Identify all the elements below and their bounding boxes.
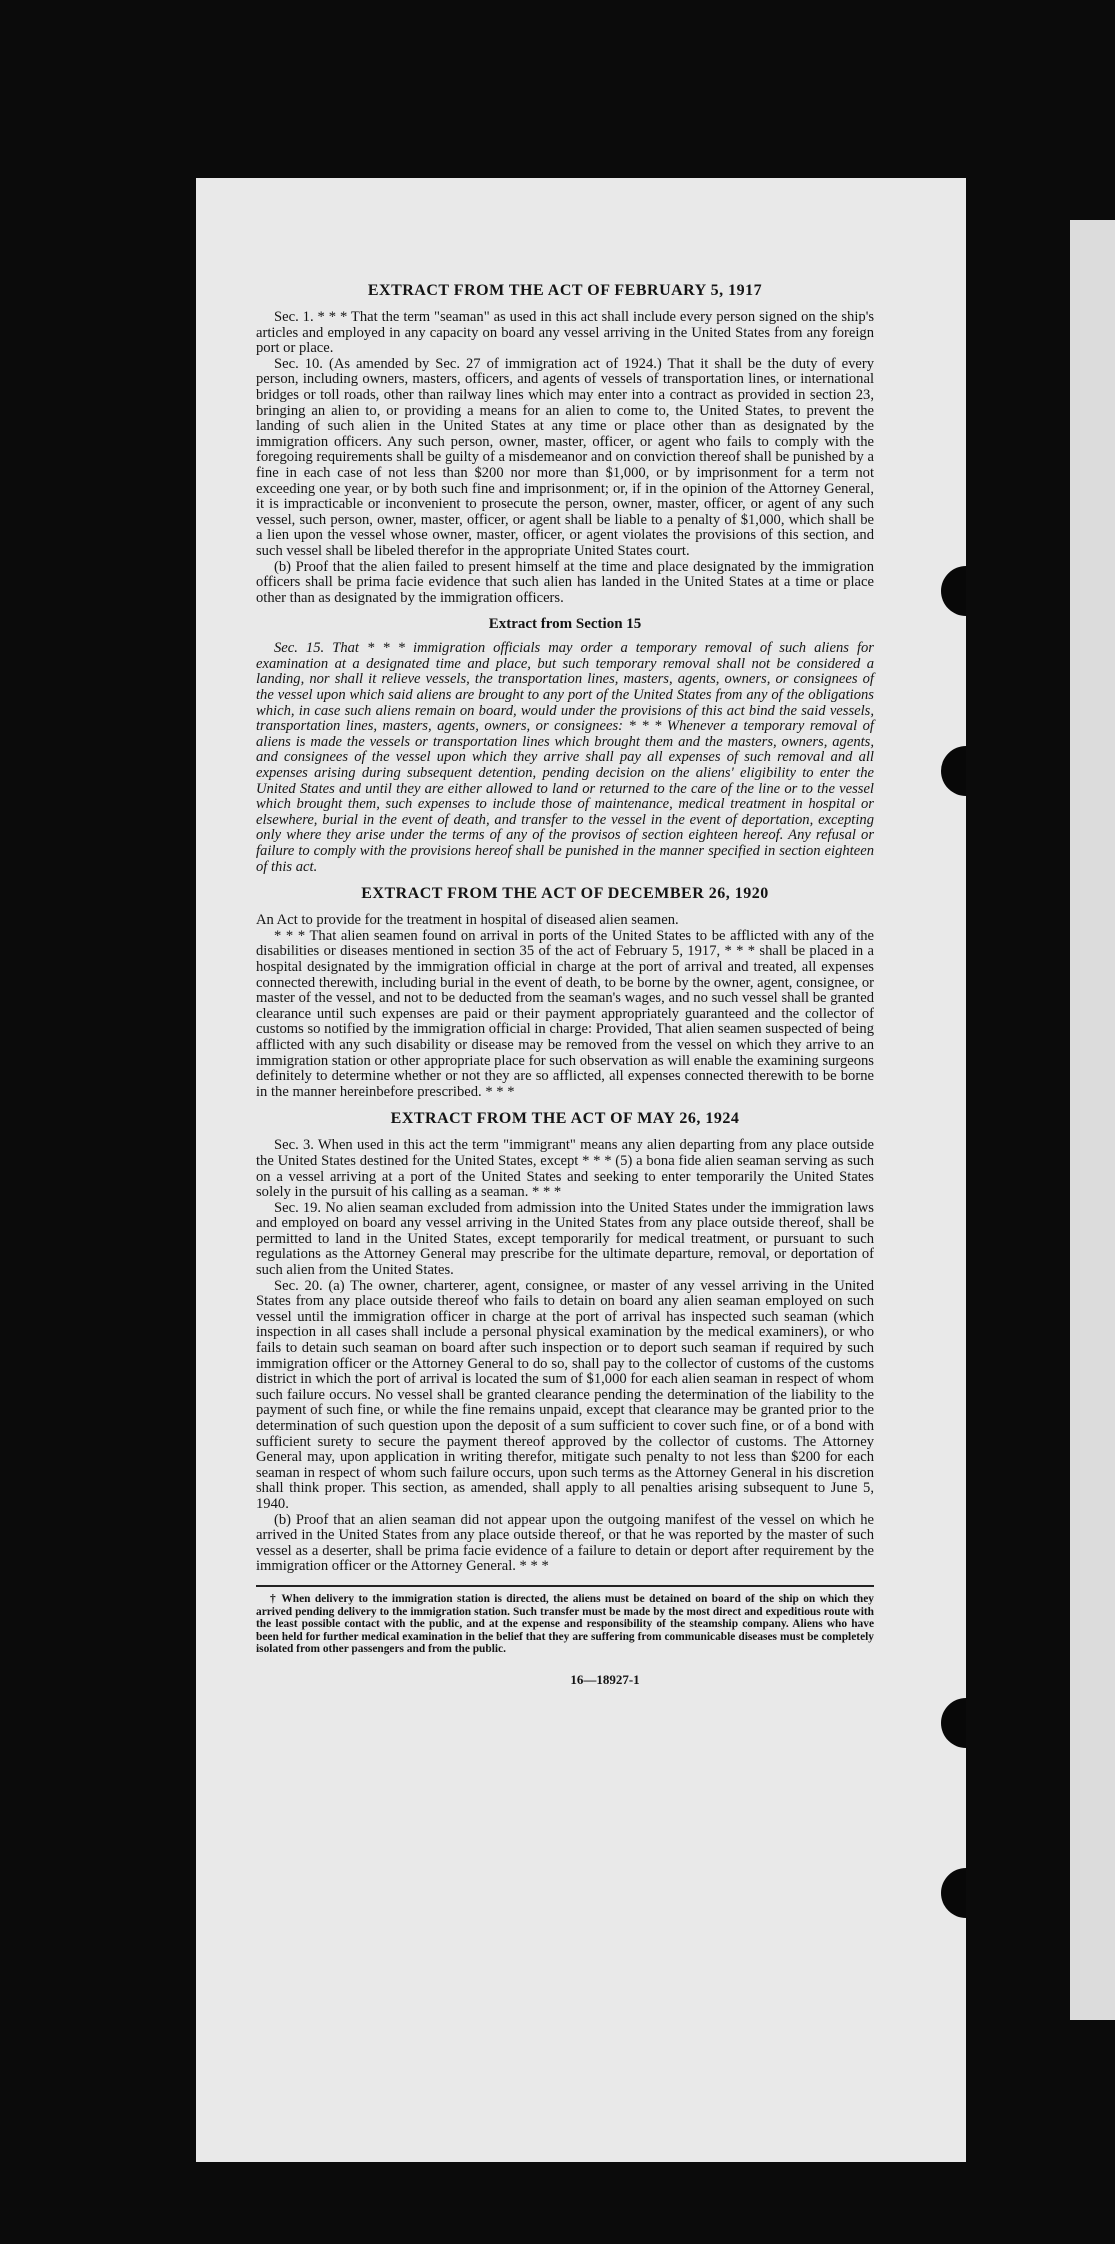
sec-10-paragraph: Sec. 10. (As amended by Sec. 27 of immigration act of 1924.) That it shall be the duty of every person, including owners, masters, officers, and agents of vessels of transportation lines, or international bridges or toll roads, other than railway lines which may enter into a contract as provided in section 23, bringing an alien to, or providing a means for an alien to come to, the United States, to prevent the landing of such alien in the United States at any time or place other than as designated by the immigration officers. Any such person, owner, master, officer, or agent who fails to comply with the foregoing requirements shall be guilty of a misdemeanor and on conviction thereof shall be punished by a fine in each case of not less than $200 nor more than $1,000, or by imprisonment for a term not exceeding one year, or by both such fine and imprisonment; or, if in the opinion of the Attorney General, it is impracticable or inconvenient to prosecute the person, owner, master, officer, or agent of any such vessel, such person, owner, master, officer, or agent shall be liable to a penalty of $1,000, which shall be a lien upon the vessel whose owner, master, officer, or agent violates the provisions of this section, and such vessel shall be libeled therefor in the appropriate United States court. <box>256 355 874 559</box>
act-1924-title: EXTRACT FROM THE ACT OF MAY 26, 1924 <box>390 1110 740 1128</box>
sec-10b-paragraph: (b) Proof that the alien failed to present himself at the time and place designated by the immigration officers shall be prima facie evidence that such alien has landed in the United States at a time or place other than as designated by the immigration officers. <box>256 558 874 606</box>
punch-hole <box>941 1698 966 1748</box>
footnote-text: † When delivery to the immigration station is directed, the aliens must be detained on board of the ship on which they arrived pending delivery to the immigration station. Such transfer must be made by the most direct and expeditious route with the least possible contact with the public, and at the expense and responsibility of the steamship company. Aliens who have been held for further medical examination in the belief that they are suffering from communicable diseases must be completely isolated from other passengers and from the public. <box>256 1592 874 1656</box>
punch-hole <box>941 746 966 796</box>
form-number: 16—18927-1 <box>570 1671 640 1687</box>
sec-15-paragraph: Sec. 15. That * * * immigration officials may order a temporary removal of such aliens for examination at a designated time and place, but such temporary removal shall not be considered a landing, nor shall it relieve vessels, the transportation lines, masters, agents, owners, or consignees of the vessel upon which said aliens are brought to any port of the United States from any of the obligations which, in case such aliens remain on board, would under the provisions of this act bind the said vessels, transportation lines, masters, agents, owners, or consignees: * * * Whenever a temporary removal of aliens is made the vessels or transportation lines which brought them and the masters, owners, agents, and consignees of the vessel upon which they arrive shall pay all expenses of such removal and all expenses arising during subsequent detention, pending decision on the aliens' eligibility to enter the United States and until they are either allowed to land or returned to the care of the line or to the vessel which brought them, such expenses to include those of maintenance, medical treatment in hospital or elsewhere, burial in the event of death, and transfer to the vessel in the event of deportation, excepting only where they arise under the terms of any of the provisos of section eighteen hereof. Any refusal or failure to comply with the provisions hereof shall be punished in the manner specified in section eighteen of this act. <box>256 640 874 875</box>
act-1917-section <box>256 282 874 606</box>
punch-hole <box>941 1868 966 1918</box>
sec-20b-paragraph: (b) Proof that an alien seaman did not appear upon the outgoing manifest of the vessel on which he arrived in the United States from any place outside thereof, or that he was reported by the master of such vessel as a deserter, shall be prima facie evidence of a failure to detain or deport after requirement by the immigration officer or the Attorney General. * * * <box>256 1511 874 1575</box>
sec-19-paragraph: Sec. 19. No alien seaman excluded from admission into the United States under the immigration laws and employed on board any vessel arriving in the United States from any place outside thereof, shall be permitted to land in the United States, except temporarily for medical treatment, or pursuant to such regulations as the Attorney General may prescribe for the ultimate departure, removal, or deportation of such alien from the United States. <box>256 1199 874 1279</box>
act-1917-title: EXTRACT FROM THE ACT OF FEBRUARY 5, 1917 <box>367 282 763 299</box>
footnote-divider <box>256 1585 874 1587</box>
act-1920-paragraph: * * * That alien seamen found on arrival in ports of the United States to be afflicted with any of the disabilities or diseases mentioned in section 35 of the act of February 5, 1917, * * * shall be placed in a hospital designated by the immigration official in charge at the port of arrival and treated, all expenses connected therewith, including burial in the event of death, to be borne by the owner, agent, consignee, or master of the vessel, and not to be deducted from the seaman's wages, and no such vessel shall be granted clearance until such expenses are paid or their payment appropriately guaranteed and the collector of customs so notified by the immigration official in charge: Provided, That alien seamen suspected of being afflicted with any such disability or disease may be removed from the vessel on which they arrive to an immigration station or other appropriate place for such observation as will enable the examining surgeons definitely to determine whether or not they are so afflicted, all expenses connected therewith to be borne in the manner hereinbefore prescribed. * * * <box>256 927 874 1100</box>
act-1924-section <box>256 1110 874 1575</box>
section-15-title: Extract from Section 15 <box>488 616 642 633</box>
act-1920-heading-line: An Act to provide for the treatment in hospital of diseased alien seamen. <box>256 912 679 929</box>
section-15-extract <box>256 616 874 875</box>
document-page <box>196 178 966 2162</box>
sec-1-paragraph: Sec. 1. * * * That the term "seaman" as used in this act shall include every person signed on the ship's articles and employed in any capacity on board any vessel arriving in the United States from any foreign port or place. <box>256 309 874 357</box>
sec-3-paragraph: Sec. 3. When used in this act the term "immigrant" means any alien departing from any place outside the United States destined for the United States, except * * * (5) a bona fide alien seaman serving as such on a vessel arriving at a port of the United States and seeking to enter temporarily the United States solely in the pursuit of his calling as a seaman. * * * <box>256 1137 874 1201</box>
act-1920-title: EXTRACT FROM THE ACT OF DECEMBER 26, 1920 <box>361 885 769 903</box>
act-1920-section <box>256 885 874 1100</box>
sec-20a-paragraph: Sec. 20. (a) The owner, charterer, agent, consignee, or master of any vessel arriving in the United States from any place outside thereof who fails to detain on board any alien seaman employed on such vessel until the immigration officer in charge at the port of arrival has inspected such seaman (which inspection in all cases shall include a personal physical examination by the medical examiners), or who fails to detain such seaman on board after such inspection or to deport such seaman if required by such immigration officer or the Attorney General to do so, shall pay to the collector of customs of the customs district in which the port of arrival is located the sum of $1,000 for each alien seaman in respect of whom such failure occurs. No vessel shall be granted clearance pending the determination of the liability to the payment of such fine, or while the fine remains unpaid, except that clearance may be granted prior to the determination of such question upon the deposit of a sum sufficient to cover such fine, or of a bond with sufficient surety to secure the payment thereof approved by the collector of customs. The Attorney General may, upon application in writing therefor, mitigate such penalty to not less than $200 for each seaman in respect of whom such failure occurs, upon such terms as the Attorney General in his discretion shall think proper. This section, as amended, shall apply to all penalties arising subsequent to June 5, 1940. <box>256 1277 874 1512</box>
punch-hole <box>941 566 966 616</box>
adjacent-page-strip <box>1070 220 1115 2020</box>
